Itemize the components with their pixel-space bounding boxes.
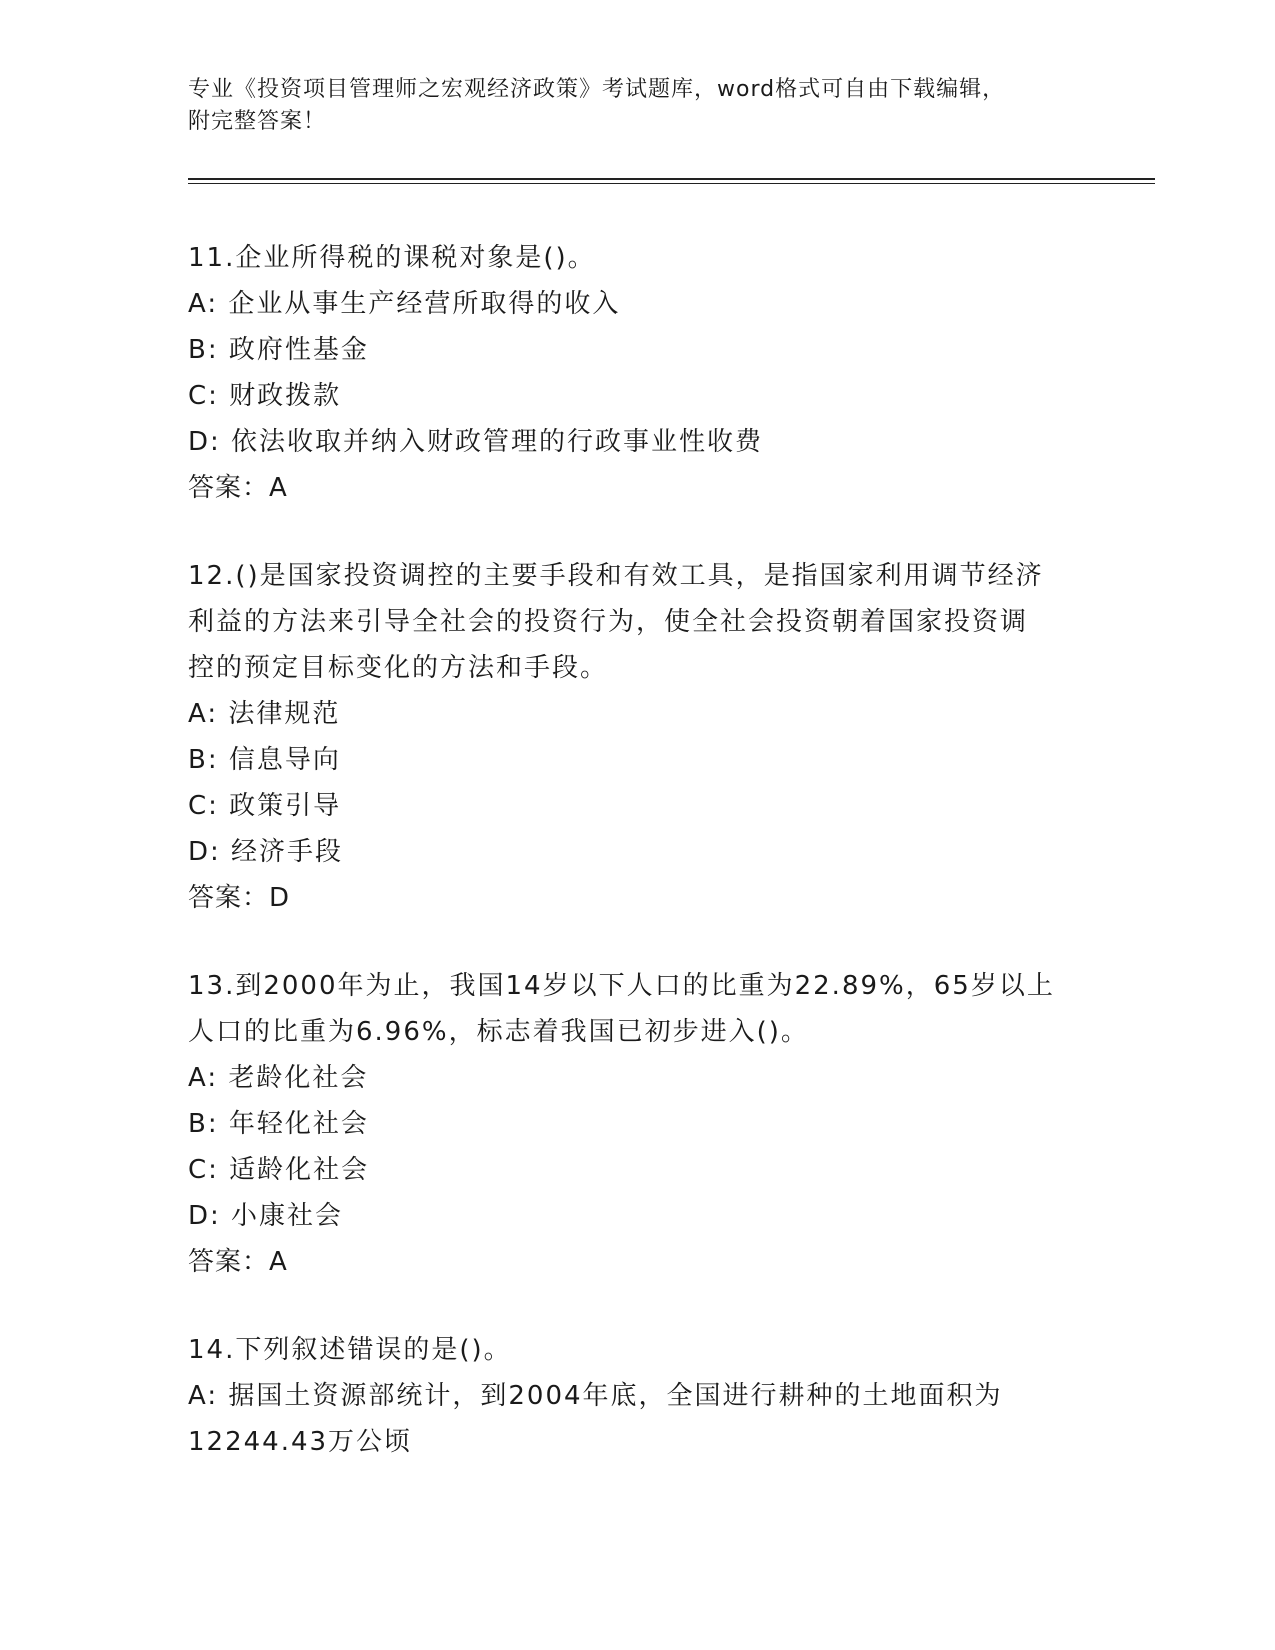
option-d: D: 小康社会: [188, 1201, 344, 1231]
header-divider-thick: [188, 178, 1155, 180]
question-stem-line-3: 控的预定目标变化的方法和手段。: [188, 653, 609, 683]
option-c: C: 适龄化社会: [188, 1155, 370, 1185]
document-header: [188, 74, 1088, 138]
question-stem-line-1: 13.到2000年为止，我国14岁以下人口的比重为22.89%，65岁以上: [188, 971, 1055, 1001]
option-c: C: 政策引导: [188, 791, 342, 821]
option-a: A: 据国土资源部统计，到2004年底，全国进行耕种的土地面积为: [188, 1381, 1003, 1411]
option-b: B: 信息导向: [188, 745, 341, 775]
header-line-1: 专业《投资项目管理师之宏观经济政策》考试题库，word格式可自由下载编辑，: [188, 77, 1006, 102]
option-a: A: 法律规范: [188, 699, 341, 729]
question-stem: 11.企业所得税的课税对象是()。: [188, 243, 596, 273]
header-divider-thin: [188, 183, 1155, 184]
question-stem: 14.下列叙述错误的是()。: [188, 1335, 512, 1365]
question-11: [188, 235, 1088, 511]
option-a-continued: 12244.43万公顷: [188, 1427, 413, 1457]
question-list: [188, 235, 1088, 1507]
question-stem-line-2: 人口的比重为6.96%，标志着我国已初步进入()。: [188, 1017, 809, 1047]
option-a: A: 企业从事生产经营所取得的收入: [188, 289, 621, 319]
answer-line: 答案：D: [188, 883, 291, 913]
option-a: A: 老龄化社会: [188, 1063, 369, 1093]
option-d: D: 依法收取并纳入财政管理的行政事业性收费: [188, 427, 764, 457]
question-stem-line-2: 利益的方法来引导全社会的投资行为，使全社会投资朝着国家投资调: [188, 607, 1029, 637]
answer-line: 答案：A: [188, 1247, 288, 1277]
question-stem-line-1: 12.()是国家投资调控的主要手段和有效工具，是指国家利用调节经济: [188, 561, 1044, 591]
option-c: C: 财政拨款: [188, 381, 342, 411]
question-12: [188, 553, 1088, 921]
header-line-2: 附完整答案！: [188, 109, 327, 134]
question-13: [188, 963, 1088, 1285]
option-b: B: 年轻化社会: [188, 1109, 369, 1139]
option-d: D: 经济手段: [188, 837, 344, 867]
question-14: [188, 1327, 1088, 1465]
option-b: B: 政府性基金: [188, 335, 369, 365]
answer-line: 答案：A: [188, 473, 288, 503]
